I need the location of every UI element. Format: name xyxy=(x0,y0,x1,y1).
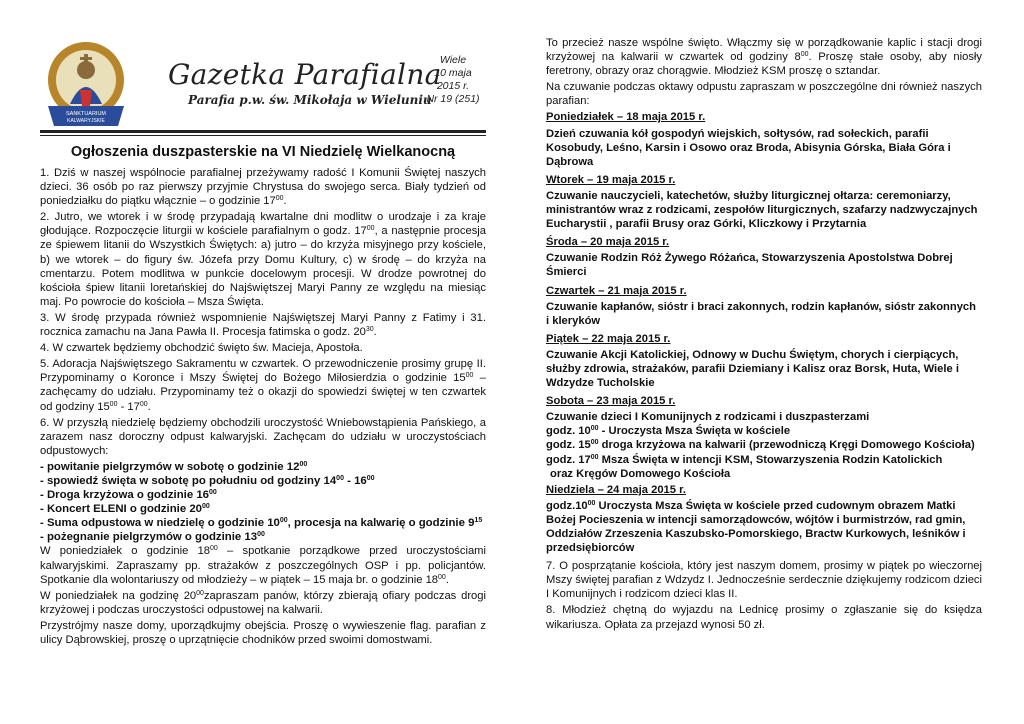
schedule-item: - Suma odpustowa w niedzielę o godzinie $10^{00}$, procesja na kalwarię o godzinie $9^{15}$ xyxy=(40,517,483,530)
announcement-3: 3. W środę przypada również wspomnienie Najświętszej Maryi Panny z Fatimy i 31. rocznica zamachu na Jana Pawła II. Procesja fatimska o godz. $20^{30}$. xyxy=(40,311,486,339)
day-vigil: Czuwanie kapłanów, sióstr i braci zakonnych, rodzin kapłanów, sióstr zakonnych i kleryków xyxy=(546,300,976,327)
day-heading: Poniedziałek – 18 maja 2015 r. xyxy=(546,111,706,124)
day-heading: Środa – 20 maja 2015 r. xyxy=(546,236,670,249)
announcements-heading: Ogłoszenia duszpasterskie na VI Niedzielę Wielkanocną xyxy=(70,144,456,160)
issue-info xyxy=(418,54,488,106)
title-block xyxy=(168,58,442,107)
day-vigil: Czuwanie Rodzin Róż Żywego Różańca, Stowarzyszenia Apostolstwa Dobrej Śmierci xyxy=(546,252,953,279)
saturday-line: oraz Kręgów Domowego Kościoła xyxy=(550,467,731,480)
day-heading: Wtorek – 19 maja 2015 r. xyxy=(546,173,676,186)
day-heading: Piątek – 22 maja 2015 r. xyxy=(546,332,671,345)
header-divider xyxy=(40,130,486,136)
day-vigil: Dzień czuwania kół gospodyń wiejskich, sołtysów, rad sołeckich, parafii Kosobudy, Leśno, Karsin i Osowo oraz Broda, Abisynia Górska, Biała Góra i Dąbrowa xyxy=(546,127,951,168)
announcement-5: 5. Adoracja Najświętszego Sakramentu w czwartek. O przewodniczenie prosimy grupę II. Przypominamy o Koronce i Mszy Świętej do Bożego Miłosierdzia o godzinie $15^{00}$ – zachęcamy do udziału. Przypominamy też o okazji do spowiedzi świętej w ten czwartek od godziny $15^{00} - 17^{00}$. xyxy=(40,358,486,413)
announcement-2: 2. Jutro, we wtorek i w środę przypadają kwartalne dni modlitw o urodzaje i za kraje głodujące. Rozpoczęcie liturgii w kościele parafialnym o godz. $17^{00}$, a następnie procesja ze śpiewem litanii do Wszystkich Świętych: a) jutro – do krzyża misyjnego przy kościele, b) we wtorek – do figury św. Józefa przy Domu Kultury, c) w środę – do krzyża na cmentarzu. Potem modlitwa w punkcie docelowym procesji. W drodze powrotnej do kościoła śpiew litanii loretańskiej do Najświętszej Maryi Panny ze względu na miesiąc maj. Po powrocie do kościoła – Msza Święta. xyxy=(40,211,486,308)
issue-date: 10 maja xyxy=(434,67,472,79)
schedule-item: - powitanie pielgrzymów w sobotę o godzinie $12^{00}$ xyxy=(40,460,308,473)
saturday-line: godz. $15^{00}$ droga krzyżowa na kalwarii (przewodniczą Kręgi Domowego Kościoła) xyxy=(546,439,975,452)
schedule-item: - pożegnanie pielgrzymów o godzinie $13^{00}$ xyxy=(40,531,265,544)
announcements-body xyxy=(40,166,486,647)
intro-paragraph-2: Na czuwanie podczas oktawy odpustu zapraszam w poszczególne dni również naszych parafian: xyxy=(546,81,982,108)
issue-place: Wiele xyxy=(439,54,467,66)
saturday-line: Czuwanie dzieci I Komunijnych z rodzicami i duszpasterzami xyxy=(546,411,870,424)
saturday-schedule xyxy=(546,410,982,480)
newsletter-title: Gazetka Parafialna xyxy=(168,58,442,91)
announcement-r7: 7. O posprzątanie kościoła, który jest naszym domem, prosimy w piątek po wieczornej Mszy świętej parafian z Wdzydz I. Jednocześnie serdecznie dziękujemy rodzicom dzieci I Komunijnych i rodzicom dzieci klas II. xyxy=(546,560,982,601)
sunday-schedule: $godz.10^{00}$ Uroczysta Msza Święta w kościele przed cudownym obrazem Matki Bożej Pocieszenia w intencji samorządowców, wójtów i burmistrzów, rad gmin, Oddziałów Zrzeszenia Kaszubsko-Pomorskiego, Bractw Kurkowych, leśników i przedsiębiorców xyxy=(546,499,966,555)
parish-logo-icon xyxy=(40,40,132,132)
day-heading-sunday: Niedziela – 24 maja 2015 r. xyxy=(546,483,686,496)
svg-text:SANKTUARIUM: SANKTUARIUM xyxy=(65,111,107,117)
day-heading: Czwartek – 21 maja 2015 r. xyxy=(546,284,687,297)
day-vigil: Czuwanie Akcji Katolickiej, Odnowy w Duchu Świętym, chorych i cierpiących, służby zdrowia, strażaków, parafii Dziemiany i Kalisz oraz Borsk, Huta, Wiele i Wdzydze Tucholskie xyxy=(546,348,959,390)
announcement-8: W poniedziałek na godzinę $20^{00}zapraszam$ panów, którzy zbierają ofiary podczas drogi krzyżowej i podczas uroczystości odpustowej na kalwarii. xyxy=(40,589,486,616)
day-heading-saturday: Sobota – 23 maja 2015 r. xyxy=(546,395,676,408)
schedule-item: - Droga krzyżowa o godzinie $16^{00}$ xyxy=(40,489,217,502)
announcement-r8: 8. Młodzież chętną do wyjazdu na Lednicę prosimy o zgłaszanie się do księdza wikariusza. Opłata za przejazd wynosi 50 zł. xyxy=(546,604,982,631)
announcement-7: W poniedziałek o godzinie $18^{00}$ – spotkanie porządkowe przed uroczystościami kalwaryjskimi. Zapraszamy pp. strażaków z poszczególnych OSP i pp. policjantów. Spotkanie dla wolontariuszy od młodzieży – w piątek – 15 maja br. o godzinie $18^{00}$. xyxy=(40,545,486,586)
schedule-item: - spowiedź święta w sobotę po południu od godziny $14^{00} - 16^{00}$ xyxy=(40,474,375,487)
left-column xyxy=(40,40,486,649)
intro-paragraph: To przecież nasze wspólne święto. Włączmy się w porządkowanie kaplic i stacji drogi krzyżowej na kalwarii w czwartek od godziny $8^{00}$. Proszę stałe osoby, aby niosły feretrony, obrazy oraz chorągwie. Młodzież KSM proszę o sztandar. xyxy=(546,37,982,78)
parish-subtitle: Parafia p.w. św. Mikołaja w Wieluniu xyxy=(188,93,432,107)
day-vigil: Czuwanie nauczycieli, katechetów, służby liturgicznej ołtarza: ceremoniarzy, ministrantów wraz z rodzicami, zespołów liturgicznych, szafarzy nadzwyczajnych Eucharystii , parafii Brusy oraz Górki, Kliczkowy i Przytarnia xyxy=(546,189,978,231)
header xyxy=(40,40,486,128)
announcement-1: 1. Dziś w naszej wspólnocie parafialnej przeżywamy radość I Komunii Świętej naszych dzieci. 36 osób po raz pierwszy przyjmie Chrystusa do swojego serca. Biały tydzień od poniedziałku do piątku włącznie – o godzinie $17^{00}$. xyxy=(40,167,486,208)
saturday-line: godz. $17^{00}$ Msza Święta w intencji KSM, Stowarzyszenia Rodzin Katolickich xyxy=(546,453,943,466)
svg-text:KALWARYJSKIE: KALWARYJSKIE xyxy=(67,118,105,124)
announcement-9: Przystrójmy nasze domy, uporządkujmy obejścia. Proszę o wywieszenie flag. parafian z ulicy Dąbrowskiej, proszę o uprzątnięcie chodników przed swoimi domostwami. xyxy=(40,619,486,646)
schedule-item: - Koncert ELENI o godzinie $20^{00}$ xyxy=(40,503,210,516)
issue-number: Nr 19 (251) xyxy=(426,93,480,105)
issue-year: 2015 r. xyxy=(436,80,470,92)
announcement-4: 4. W czwartek będziemy obchodzić święto św. Macieja, Apostoła. xyxy=(40,342,363,355)
announcement-6: 6. W przyszłą niedzielę będziemy obchodzili uroczystość Wniebowstąpienia Pańskiego, a zarazem nasz doroczny odpust kalwaryjski. Zachęcam do udziału w uroczystościach odpustowych: xyxy=(40,416,486,457)
saturday-line: godz. $10^{00}$ - Uroczysta Msza Święta w kościele xyxy=(546,425,791,438)
right-column xyxy=(546,36,982,634)
